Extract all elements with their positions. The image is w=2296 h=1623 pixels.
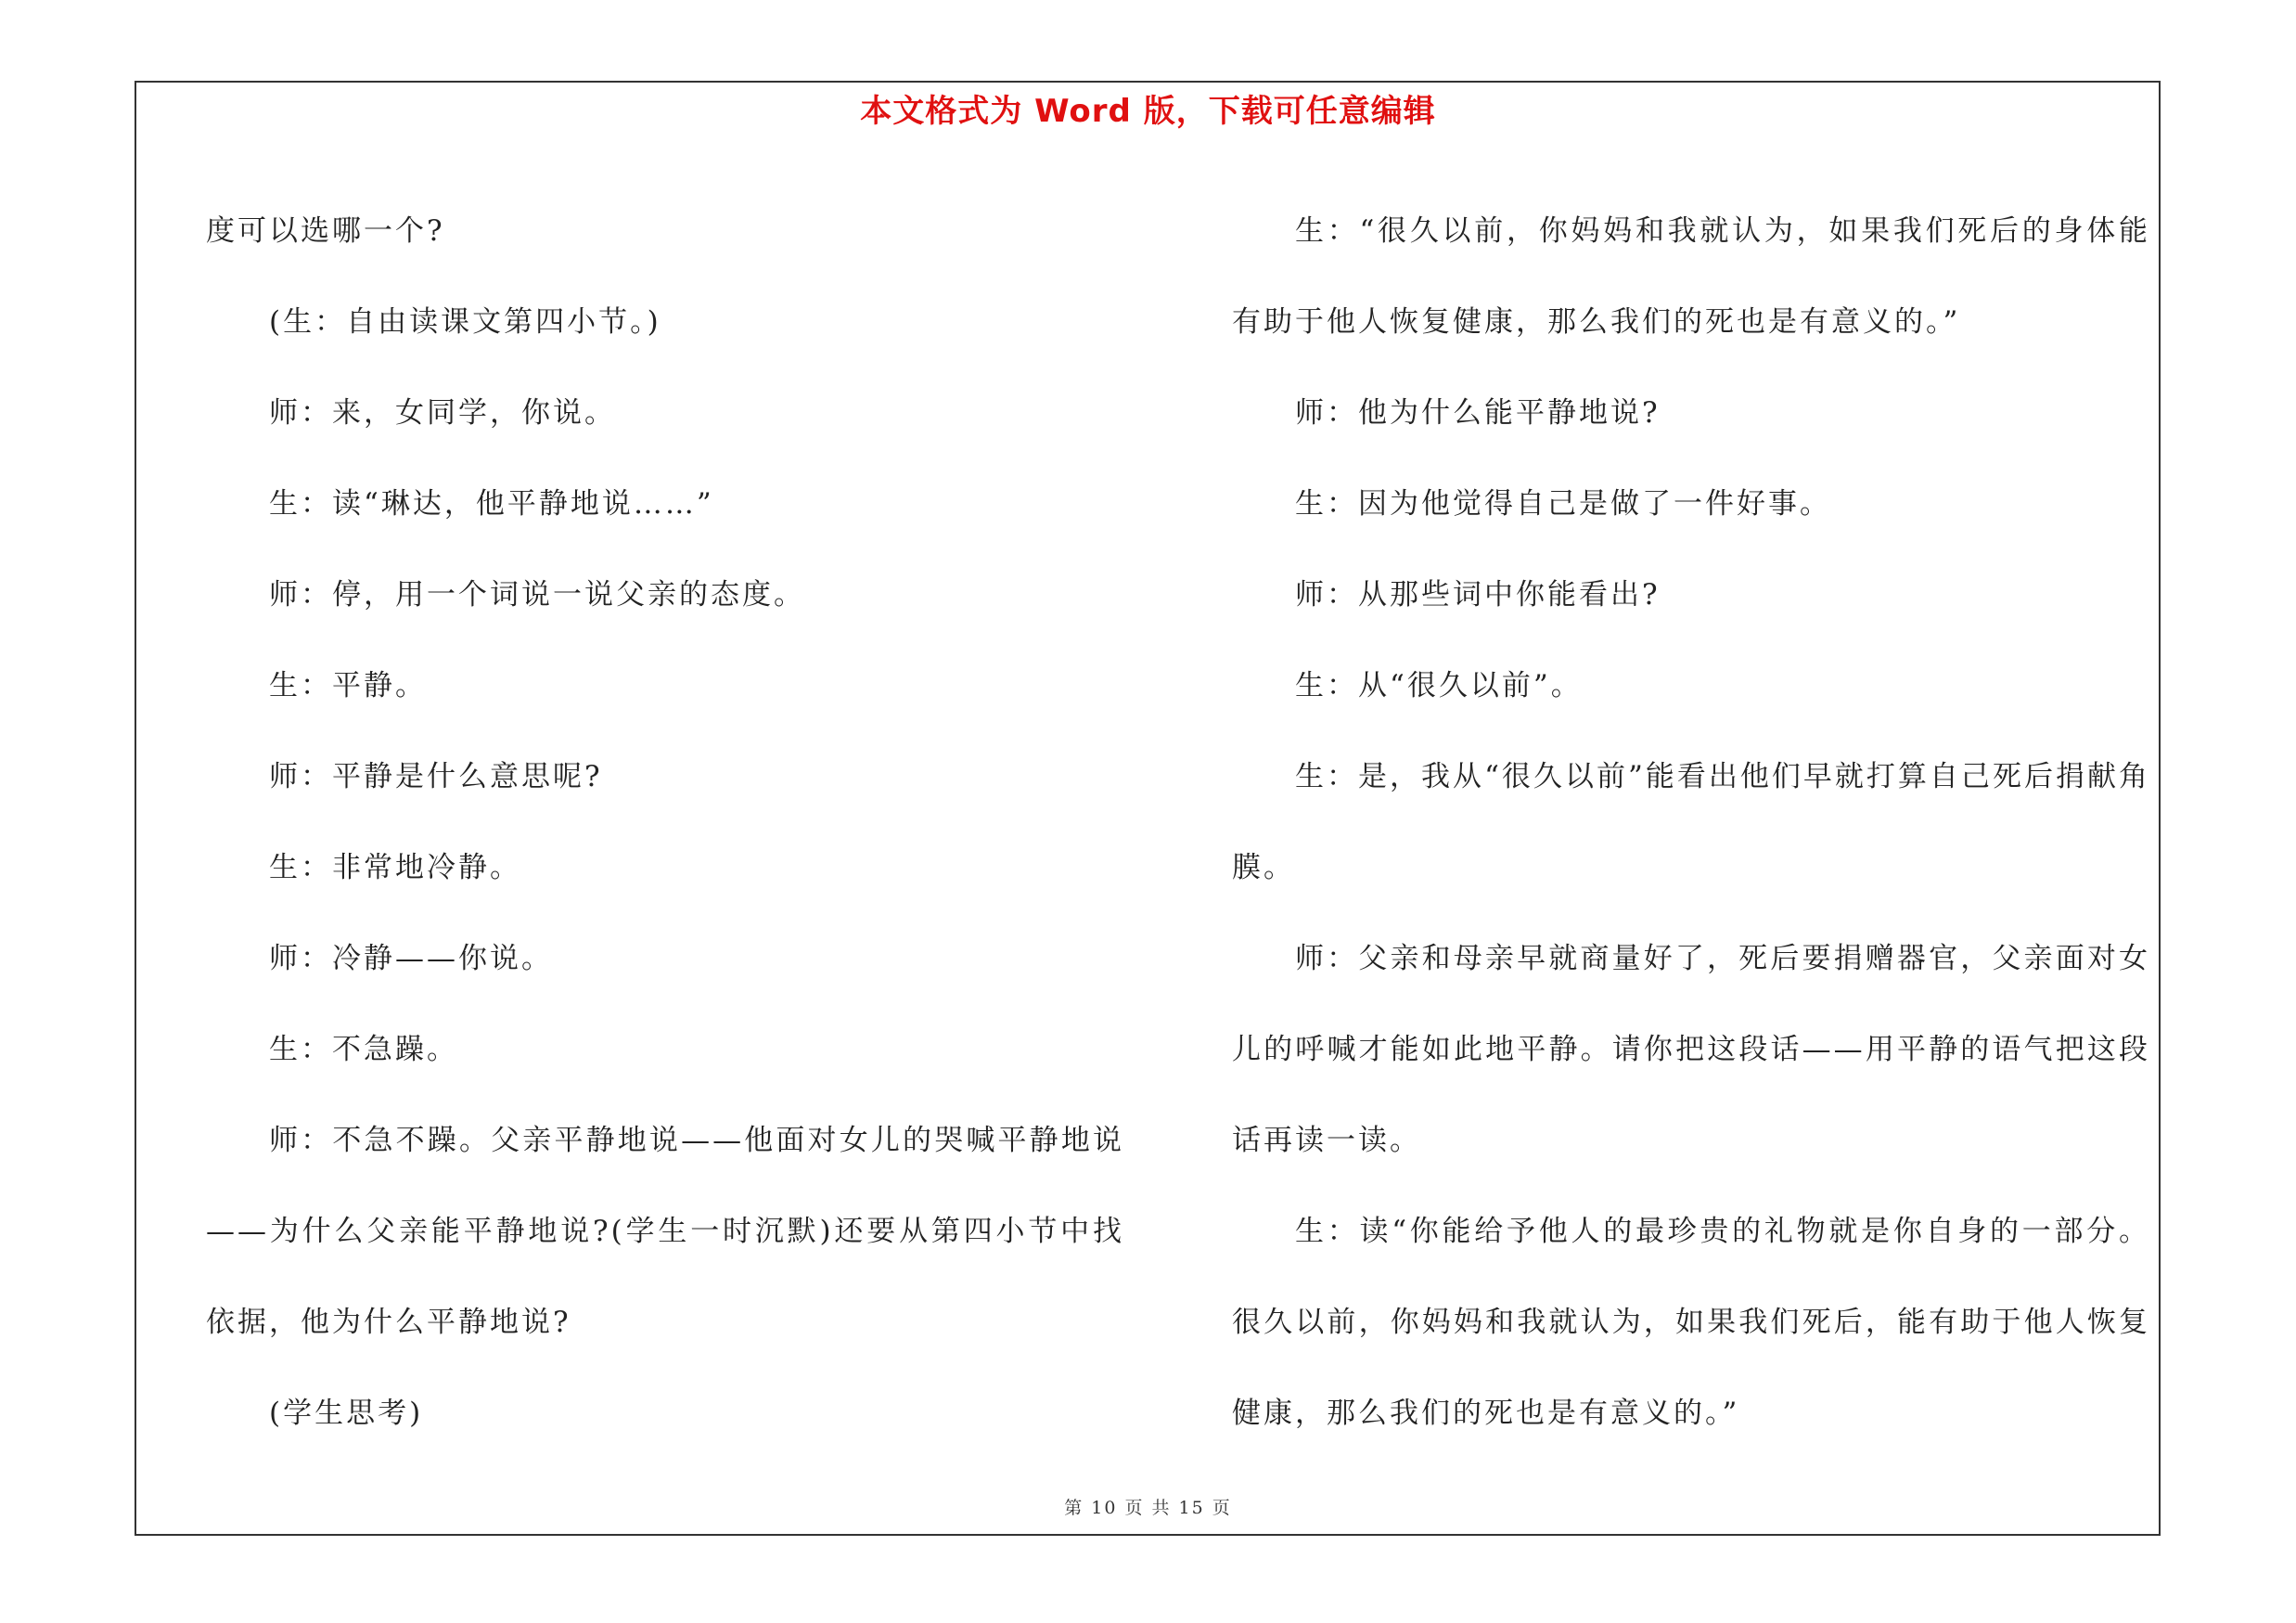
paragraph: 生：因为他觉得自己是做了一件好事。 (1295, 487, 1831, 521)
paragraph: 生：读“你能给予他人的最珍贵的礼物就是你自身的一部分。很久以前，你妈妈和我就认为，如果我们死后，能有助于他人恢复健康，那么我们的死也是有意义的。” (1232, 1215, 2150, 1430)
paragraph: (生：自由读课文第四小节。) (269, 305, 661, 339)
paragraph: (学生思考) (269, 1397, 424, 1430)
paragraph: 生：“很久以前，你妈妈和我就认为，如果我们死后的身体能有助于他人恢复健康，那么我们的死也是有意义的。” (1232, 214, 2150, 339)
paragraph: 度可以选哪一个? (206, 214, 445, 248)
paragraph: 师：从那些词中你能看出? (1295, 578, 1661, 612)
paragraph: 师：他为什么能平静地说? (1295, 396, 1661, 430)
paragraph: 生：不急躁。 (269, 1033, 458, 1066)
header-banner: 本文格式为 Word 版，下载可任意编辑 (860, 93, 1436, 130)
paragraph: 生：非常地冷静。 (269, 851, 521, 884)
left-text-column (206, 186, 1124, 1459)
paragraph: 师：父亲和母亲早就商量好了，死后要捐赠器官，父亲面对女儿的呼喊才能如此地平静。请你把这段话——用平静的语气把这段话再读一读。 (1232, 942, 2150, 1157)
page-number-footer: 第 10 页 共 15 页 (1064, 1498, 1232, 1518)
paragraph: 生：读“琳达，他平静地说……” (269, 487, 714, 521)
paragraph: 生：平静。 (269, 669, 427, 702)
paragraph: 师：来，女同学，你说。 (269, 396, 616, 430)
paragraph: 师：停，用一个词说一说父亲的态度。 (269, 578, 805, 612)
paragraph: 师：不急不躁。父亲平静地说——他面对女儿的哭喊平静地说——为什么父亲能平静地说?(学生一时沉默)还要从第四小节中找依据，他为什么平静地说? (206, 1124, 1124, 1339)
paragraph: 生：是，我从“很久以前”能看出他们早就打算自己死后捐献角膜。 (1232, 760, 2150, 884)
paragraph: 师：冷静——你说。 (269, 942, 553, 975)
paragraph: 师：平静是什么意思呢? (269, 760, 603, 793)
right-text-column (1232, 186, 2150, 1459)
paragraph: 生：从“很久以前”。 (1295, 669, 1583, 702)
